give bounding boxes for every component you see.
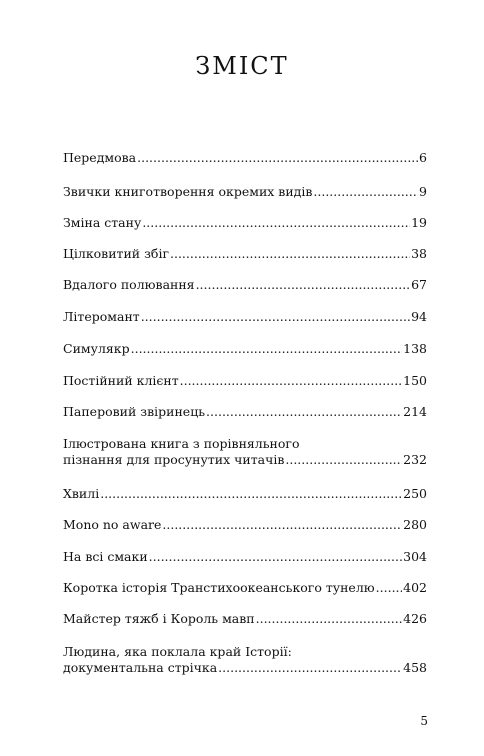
toc-entry[interactable] (63, 436, 427, 468)
dot-leader (376, 580, 402, 596)
dot-leader (206, 404, 402, 420)
toc-entry-page: 138 (403, 341, 427, 356)
toc-entry-title: Симулякр (63, 341, 130, 356)
toc-entry[interactable] (63, 246, 427, 262)
toc-entry-page: 38 (411, 246, 427, 261)
toc-entry-title: На всі смаки (63, 549, 148, 564)
toc-entry-title: Mono no aware (63, 517, 162, 532)
toc-entry-page: 250 (403, 486, 427, 501)
toc-entry-page: 280 (403, 517, 427, 532)
toc-entry-title-line1: Ілюстрована книга з порівняльного (63, 436, 300, 451)
toc-entry-page: 304 (403, 549, 427, 564)
toc-entry-page: 150 (403, 373, 427, 388)
toc-entry[interactable] (63, 611, 427, 627)
toc-entry-title-line2: документальна стрічка (63, 660, 218, 675)
dot-leader (142, 215, 410, 231)
toc-entry-title: Майстер тяжб і Король мавп (63, 611, 255, 626)
toc-entry[interactable] (63, 404, 427, 420)
dot-leader (149, 549, 402, 565)
toc-entry-title: Вдалого полювання (63, 277, 195, 292)
toc-entry-page: 458 (403, 660, 427, 675)
toc-entry-title-line2: пізнання для просунутих читачів (63, 452, 285, 467)
toc-entry[interactable] (63, 549, 427, 565)
toc-entry[interactable] (63, 277, 427, 293)
toc-entry-page: 9 (419, 184, 427, 199)
toc-entry-title: Паперовий звіринець (63, 404, 206, 419)
toc-entry[interactable] (63, 184, 427, 200)
toc-entry-page: 426 (403, 611, 427, 626)
dot-leader (196, 277, 411, 293)
toc-entry-title: Постійний клієнт (63, 373, 179, 388)
toc-entry-page: 402 (403, 580, 427, 595)
dot-leader (141, 309, 410, 325)
dot-leader (256, 611, 403, 627)
toc-entry-title-line1: Людина, яка поклала край Історії: (63, 644, 292, 659)
toc-entry-page: 94 (411, 309, 427, 324)
dot-leader (180, 373, 403, 389)
toc-entry-title: Передмова (63, 150, 137, 165)
toc-entry-page: 6 (419, 150, 427, 165)
dot-leader (162, 517, 402, 533)
dot-leader (100, 486, 402, 502)
page-title: ЗМІСТ (195, 52, 289, 80)
toc-entry[interactable] (63, 486, 427, 502)
toc-entry-title: Літеромант (63, 309, 140, 324)
toc-entry-title: Коротка історія Транстихоокеанського тунелю (63, 580, 375, 595)
toc-entry[interactable] (63, 517, 427, 533)
dot-leader (137, 150, 418, 166)
toc-entry-page: 19 (411, 215, 427, 230)
toc-entry[interactable] (63, 309, 427, 325)
dot-leader (131, 341, 403, 357)
toc-entry[interactable] (63, 644, 427, 676)
toc-entry-title: Зміна стану (63, 215, 142, 230)
dot-leader (285, 452, 402, 468)
toc-entry[interactable] (63, 580, 427, 596)
dot-leader (313, 184, 418, 200)
toc-entry[interactable] (63, 341, 427, 357)
toc-entry[interactable] (63, 373, 427, 389)
page-number: 5 (420, 714, 428, 728)
toc-entry[interactable] (63, 150, 427, 166)
toc-entry-page: 67 (411, 277, 427, 292)
toc-entry-title: Хвилі (63, 486, 100, 501)
toc-entry-page: 214 (403, 404, 427, 419)
toc-entry-page: 232 (403, 452, 427, 467)
toc-entry-title: Цілковитий збіг (63, 246, 169, 261)
toc-entry-title: Звички книготворення окремих видів (63, 184, 313, 199)
dot-leader (170, 246, 410, 262)
toc-entry[interactable] (63, 215, 427, 231)
dot-leader (218, 660, 402, 676)
